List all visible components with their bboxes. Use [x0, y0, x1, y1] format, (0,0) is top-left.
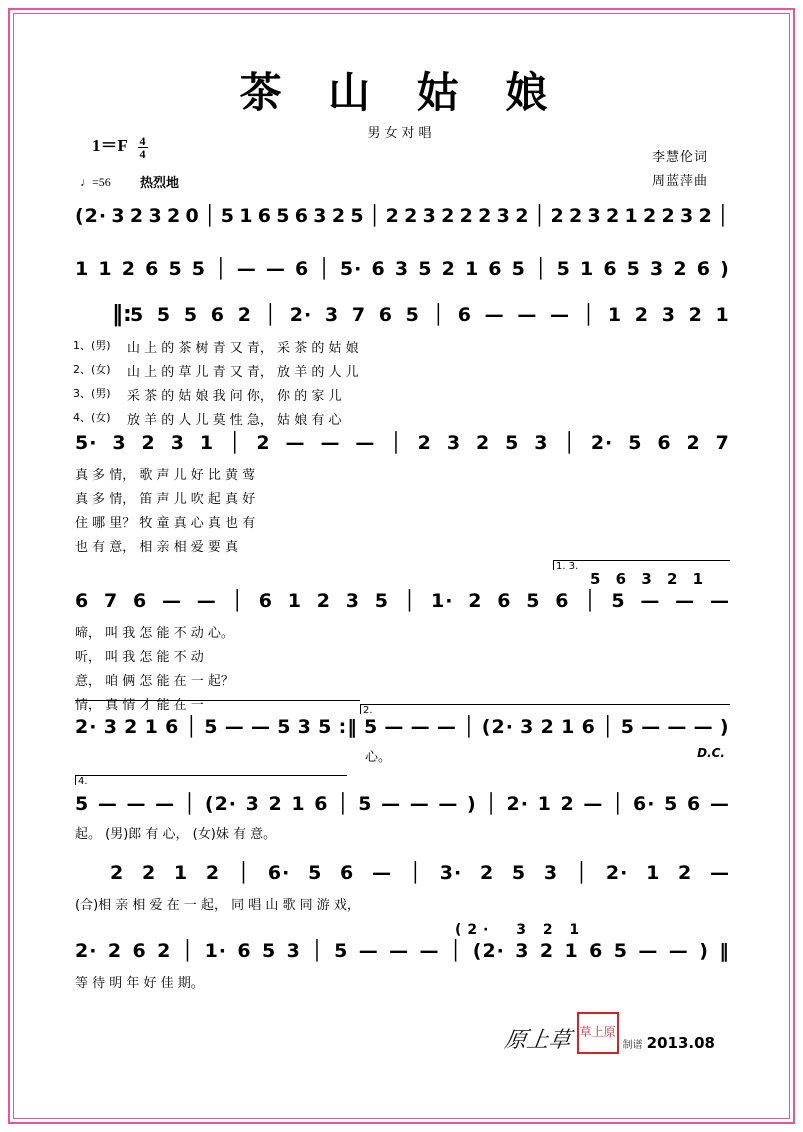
seal-note: 制谱	[622, 1040, 643, 1051]
note: 3	[650, 258, 665, 280]
note: —	[236, 258, 257, 280]
note: 2	[643, 205, 658, 227]
note: —	[389, 940, 410, 962]
note: 5	[334, 940, 349, 962]
note: 3	[297, 716, 312, 738]
note: 6	[132, 940, 147, 962]
tempo-marking: ♩=56	[80, 175, 111, 189]
note: 1	[75, 258, 90, 280]
note: —	[250, 716, 271, 738]
note: 3	[394, 258, 410, 280]
time-signature-numerator: 4	[139, 133, 146, 148]
note: 5	[183, 304, 199, 326]
note: —	[355, 432, 376, 454]
note: —	[162, 590, 182, 612]
note: 2·	[289, 304, 313, 326]
note: 5	[156, 304, 172, 326]
note: 1	[291, 793, 306, 815]
note: —	[419, 940, 440, 962]
barline: │	[368, 205, 382, 227]
note: 5	[511, 862, 527, 884]
note: (2·	[481, 716, 514, 738]
note: 2	[107, 940, 123, 962]
note: —	[320, 432, 341, 454]
note: 5	[318, 716, 333, 738]
note: —	[410, 716, 431, 738]
page-title: 茶 山 姑 娘	[239, 68, 564, 117]
note: —	[371, 862, 392, 884]
note: 2·	[590, 432, 614, 454]
key-signature-label: 1＝F	[92, 136, 128, 155]
note: 1	[537, 793, 552, 815]
time-signature	[138, 135, 148, 160]
barline: │	[409, 862, 423, 884]
note: 3	[245, 793, 260, 815]
note: )	[467, 793, 477, 815]
note: 6	[340, 862, 355, 884]
note: 3	[103, 716, 118, 738]
barline: │	[229, 432, 242, 454]
barline: │	[311, 940, 324, 962]
note: 3	[496, 205, 511, 227]
note: 2	[550, 205, 565, 227]
note: 2	[688, 304, 703, 326]
note: —	[640, 590, 661, 612]
note: 6·	[267, 862, 291, 884]
note: 6	[133, 590, 148, 612]
note: 5	[130, 304, 145, 326]
note: 2	[441, 205, 456, 227]
note: 5	[664, 793, 679, 815]
time-signature-denominator: 4	[139, 146, 146, 161]
lyric-verse-number: 3、(男)	[73, 387, 111, 400]
lyric-text: 山 上 的 草 儿 青 又 青， 放 羊 的 人 儿	[127, 365, 359, 380]
note: 3·	[439, 862, 463, 884]
lyric-row	[75, 972, 730, 991]
note: 5	[262, 940, 277, 962]
note: 5	[405, 304, 420, 326]
note: )	[699, 940, 709, 962]
note: 3	[313, 205, 328, 227]
note: 5	[374, 590, 389, 612]
note: 2	[417, 432, 432, 454]
lyric-text: 采 茶 的 姑 娘 我 问 你， 你 的 家 儿	[127, 389, 342, 404]
note: 1	[144, 716, 159, 738]
barline: │	[181, 940, 195, 962]
note: 2	[468, 590, 483, 612]
note: 1	[564, 940, 579, 962]
barline: │	[449, 940, 463, 962]
lyric-text: 真 多 情， 笛 声 儿 吹 起 真 好	[75, 492, 256, 507]
note: 6	[257, 205, 272, 227]
note: —	[224, 716, 245, 738]
note: 1	[646, 862, 661, 884]
note: —	[667, 716, 688, 738]
mood-marking: 热烈地	[140, 175, 180, 190]
note: 3	[422, 205, 437, 227]
note: 2	[678, 862, 693, 884]
note: 5	[220, 205, 235, 227]
note: 3	[324, 304, 340, 326]
lyric-row	[75, 746, 730, 765]
ending-bracket-1-3	[553, 560, 730, 570]
note: 0	[185, 205, 200, 227]
note: 1	[287, 590, 302, 612]
note: —	[438, 793, 459, 815]
lyric-text: 真 多 情， 歌 声 儿 好 比 黄 莺	[75, 468, 256, 483]
notes-row	[75, 940, 730, 962]
barline: │	[485, 793, 498, 815]
note: 1	[579, 258, 595, 280]
note: 2	[141, 432, 156, 454]
note: 5	[628, 432, 643, 454]
note: —	[384, 716, 405, 738]
note: 1·	[430, 590, 454, 612]
note: 1·	[204, 940, 228, 962]
date-label: 2013.08	[646, 1034, 715, 1052]
note: 5·	[339, 258, 363, 280]
note: 2	[459, 205, 474, 227]
barline: │	[717, 205, 730, 227]
note: 2	[141, 862, 157, 884]
notes-row	[75, 205, 730, 227]
key-signature	[92, 131, 148, 160]
note: 2	[331, 205, 347, 227]
note: 2	[385, 205, 400, 227]
barline: │	[582, 304, 596, 326]
note: 2	[316, 590, 331, 612]
note: 2·	[75, 940, 98, 962]
note: 2	[540, 716, 555, 738]
note: 3	[148, 205, 163, 227]
barline: │	[584, 590, 597, 612]
signature-stamp-group	[502, 1012, 715, 1054]
lyric-text: 也 有 意， 相 亲 相 爱 要 真	[75, 540, 239, 555]
lyric-verse-number: 4、(女)	[73, 411, 111, 424]
note: 7	[104, 590, 119, 612]
barline: │	[535, 258, 548, 280]
note: 1	[199, 432, 215, 454]
notes-row	[110, 862, 730, 884]
note: 5	[620, 716, 635, 738]
note: 7	[715, 432, 730, 454]
barline: │	[203, 205, 217, 227]
note: —	[97, 793, 118, 815]
note: 6	[555, 590, 570, 612]
note: 5	[277, 716, 292, 738]
note: 5	[613, 940, 629, 962]
note: 6	[696, 258, 711, 280]
note: —	[155, 793, 176, 815]
note: 5	[276, 205, 291, 227]
note: 6	[371, 258, 386, 280]
notes-row	[130, 304, 730, 326]
barline: │	[183, 793, 197, 815]
note: 2	[475, 432, 491, 454]
note: (2·	[204, 793, 238, 815]
note: 2	[568, 205, 584, 227]
note: —	[196, 590, 217, 612]
note: 1	[561, 716, 576, 738]
note: 5	[418, 258, 433, 280]
note: 5	[363, 716, 379, 738]
note: 5	[204, 716, 219, 738]
note: 2	[605, 205, 621, 227]
lyric-verse-number: 1、(男)	[73, 339, 111, 352]
note: —	[550, 304, 571, 326]
lyric-text: 情， 真 情 才 能 在 一	[75, 698, 204, 713]
note: 3	[112, 432, 127, 454]
barline: │	[318, 258, 331, 280]
lyric-text: 放 羊 的 人 儿 莫 性 急， 姑 娘 有 心	[127, 413, 342, 428]
barline: │	[264, 304, 278, 326]
note: —	[436, 716, 457, 738]
note: —	[709, 793, 730, 815]
note: —	[641, 716, 662, 738]
note: 2	[256, 432, 271, 454]
barline: │	[231, 590, 244, 612]
note: —	[668, 940, 689, 962]
repeat-close-sign: :‖	[338, 716, 358, 738]
ending-label: 4.	[78, 776, 88, 787]
note: 5	[191, 258, 207, 280]
barline: │	[602, 716, 615, 738]
note: —	[409, 793, 430, 815]
barline: │	[533, 205, 547, 227]
note: 3	[543, 862, 559, 884]
note: 3	[111, 205, 126, 227]
barline: │	[237, 862, 251, 884]
note: —	[126, 793, 147, 815]
barline: │	[403, 590, 417, 612]
note: 5	[308, 862, 323, 884]
notes-row	[75, 432, 730, 454]
note: 1	[98, 258, 113, 280]
lyric-row	[75, 536, 730, 555]
note: 6	[294, 258, 310, 280]
note: 2	[268, 793, 283, 815]
note: 3	[680, 205, 695, 227]
note: 6	[589, 940, 604, 962]
lyric-verse-number: 2、(女)	[73, 363, 111, 376]
note: 6·	[633, 793, 656, 815]
ending-notes-1-3: 5 6 3 2 1	[590, 570, 709, 588]
note: 2	[661, 205, 676, 227]
note: 5	[611, 590, 626, 612]
note: 2	[441, 258, 456, 280]
note: 5	[75, 793, 90, 815]
note: 5	[556, 258, 571, 280]
note: 2	[478, 205, 493, 227]
ending-label: 2.	[363, 705, 373, 716]
lyric-row	[75, 409, 730, 428]
note: 3	[515, 940, 530, 962]
lyric-text: 啼， 叫 我 怎 能 不 动 心。	[75, 626, 234, 641]
note: —	[285, 432, 306, 454]
barline: │	[215, 258, 228, 280]
note: 6	[210, 304, 225, 326]
note: 2	[686, 432, 701, 454]
note: 6	[378, 304, 393, 326]
note: 2·	[506, 793, 529, 815]
note: 6	[457, 304, 472, 326]
note: 5·	[75, 432, 98, 454]
barline: │	[463, 716, 476, 738]
lyric-row	[75, 670, 730, 689]
note: —	[265, 258, 286, 280]
note: 3	[661, 304, 676, 326]
notes-row	[75, 258, 730, 280]
lyric-row	[75, 894, 730, 913]
note: 2	[698, 205, 713, 227]
note: 6	[687, 793, 702, 815]
note: 6	[314, 793, 329, 815]
note: (2·	[75, 205, 108, 227]
note: 2	[110, 862, 125, 884]
note: 6	[603, 258, 618, 280]
barline: │	[337, 793, 350, 815]
note: 5	[526, 590, 541, 612]
note: 2	[124, 716, 139, 738]
note: —	[709, 862, 730, 884]
lyric-text: 等 待 明 年 好 佳 期。	[75, 976, 204, 991]
note: 2	[515, 205, 530, 227]
note: 6	[497, 590, 512, 612]
note: —	[693, 716, 714, 738]
lyric-text: 心。	[365, 750, 392, 765]
note: 2	[129, 205, 145, 227]
note: —	[709, 590, 730, 612]
lyric-row	[75, 512, 730, 531]
note: 1	[464, 258, 480, 280]
note: 2	[673, 258, 688, 280]
note: 2	[634, 304, 649, 326]
handwritten-signature: 原上草	[502, 1028, 573, 1053]
note: 1	[239, 205, 254, 227]
page-subtitle: 男女对唱	[367, 125, 436, 140]
note: 6	[294, 205, 310, 227]
note: 3	[534, 432, 549, 454]
barline: │	[390, 432, 403, 454]
note: 5	[350, 205, 365, 227]
note: 3	[345, 590, 360, 612]
lyric-row	[75, 823, 730, 842]
note: 6	[488, 258, 503, 280]
note: —	[638, 940, 659, 962]
note: 1	[715, 304, 730, 326]
lyric-row	[75, 622, 730, 641]
note: 5	[358, 793, 373, 815]
note: (2·	[472, 940, 505, 962]
note: 2	[404, 205, 419, 227]
note: 2	[237, 304, 252, 326]
note: —	[484, 304, 505, 326]
ending-label: 1. 3.	[556, 561, 579, 572]
note: 6	[145, 258, 160, 280]
lyric-row	[75, 361, 730, 380]
note: 5	[511, 258, 526, 280]
note: 2·	[75, 716, 98, 738]
note: 6	[258, 590, 273, 612]
note: 5	[168, 258, 183, 280]
red-seal: 草上原	[577, 1012, 619, 1054]
optional-instrumental-tag: (2· 3 2 1	[455, 922, 586, 938]
barline: │	[432, 304, 446, 326]
note: 6	[657, 432, 672, 454]
barline: │	[563, 432, 576, 454]
lyric-text: 听， 叫 我 怎 能 不 动	[75, 650, 204, 665]
note: —	[675, 590, 696, 612]
note: 2	[166, 205, 182, 227]
note: 3	[446, 432, 462, 454]
lyric-text: 住 哪 里？ 牧 童 真 心 真 也 有	[75, 516, 256, 531]
lyricist-credit: 李慧伦词	[651, 149, 708, 164]
note: 5	[505, 432, 520, 454]
note: 3	[286, 940, 301, 962]
note: 1	[624, 205, 639, 227]
lyric-row	[75, 464, 730, 483]
lyric-row	[75, 488, 730, 507]
note: 3	[520, 716, 535, 738]
note: 2	[157, 940, 172, 962]
note: 1	[607, 304, 623, 326]
note: 6	[581, 716, 596, 738]
note: 6	[75, 590, 90, 612]
barline: │	[185, 716, 199, 738]
note: 1	[173, 862, 189, 884]
note: )	[720, 258, 730, 280]
note: 6	[165, 716, 180, 738]
dc-marking: D.C.	[697, 746, 725, 760]
notes-row	[75, 716, 730, 738]
note: 3	[170, 432, 185, 454]
lyric-row	[75, 646, 730, 665]
lyric-text: 起。 (男)郎 有 心， (女)妹 有 意。	[75, 827, 277, 842]
note: —	[517, 304, 538, 326]
note: —	[583, 793, 604, 815]
note: 2	[121, 258, 136, 280]
lyric-row	[75, 385, 730, 404]
composer-credit: 周蓝萍曲	[651, 173, 708, 188]
ending-bracket-4	[75, 775, 347, 785]
note: 6	[237, 940, 252, 962]
note: )	[719, 716, 730, 738]
notes-row	[75, 793, 730, 815]
note: 2	[560, 793, 575, 815]
lyric-row	[75, 337, 730, 356]
note: —	[358, 940, 379, 962]
lyric-text: (合)相 亲 相 爱 在 一 起， 同 唱 山 歌 同 游 戏，	[75, 898, 360, 913]
lyric-text: 山 上 的 茶 树 青 又 青， 采 茶 的 姑 娘	[127, 341, 359, 356]
final-barline: ‖	[719, 940, 730, 962]
lyric-text: 意， 咱 俩 怎 能 在 一 起？	[75, 674, 234, 689]
repeat-open-sign: ‖:	[112, 302, 132, 327]
ending-bracket-2	[360, 704, 730, 714]
note: 5	[626, 258, 641, 280]
note: —	[381, 793, 402, 815]
ending-bracket-continued	[75, 700, 360, 710]
note: 2	[205, 862, 221, 884]
note: 2	[539, 940, 555, 962]
barline: │	[611, 793, 625, 815]
barline: │	[575, 862, 589, 884]
notes-row	[75, 590, 730, 612]
note: 2·	[605, 862, 629, 884]
note: 3	[587, 205, 602, 227]
note: 7	[351, 304, 367, 326]
note: 2	[479, 862, 495, 884]
